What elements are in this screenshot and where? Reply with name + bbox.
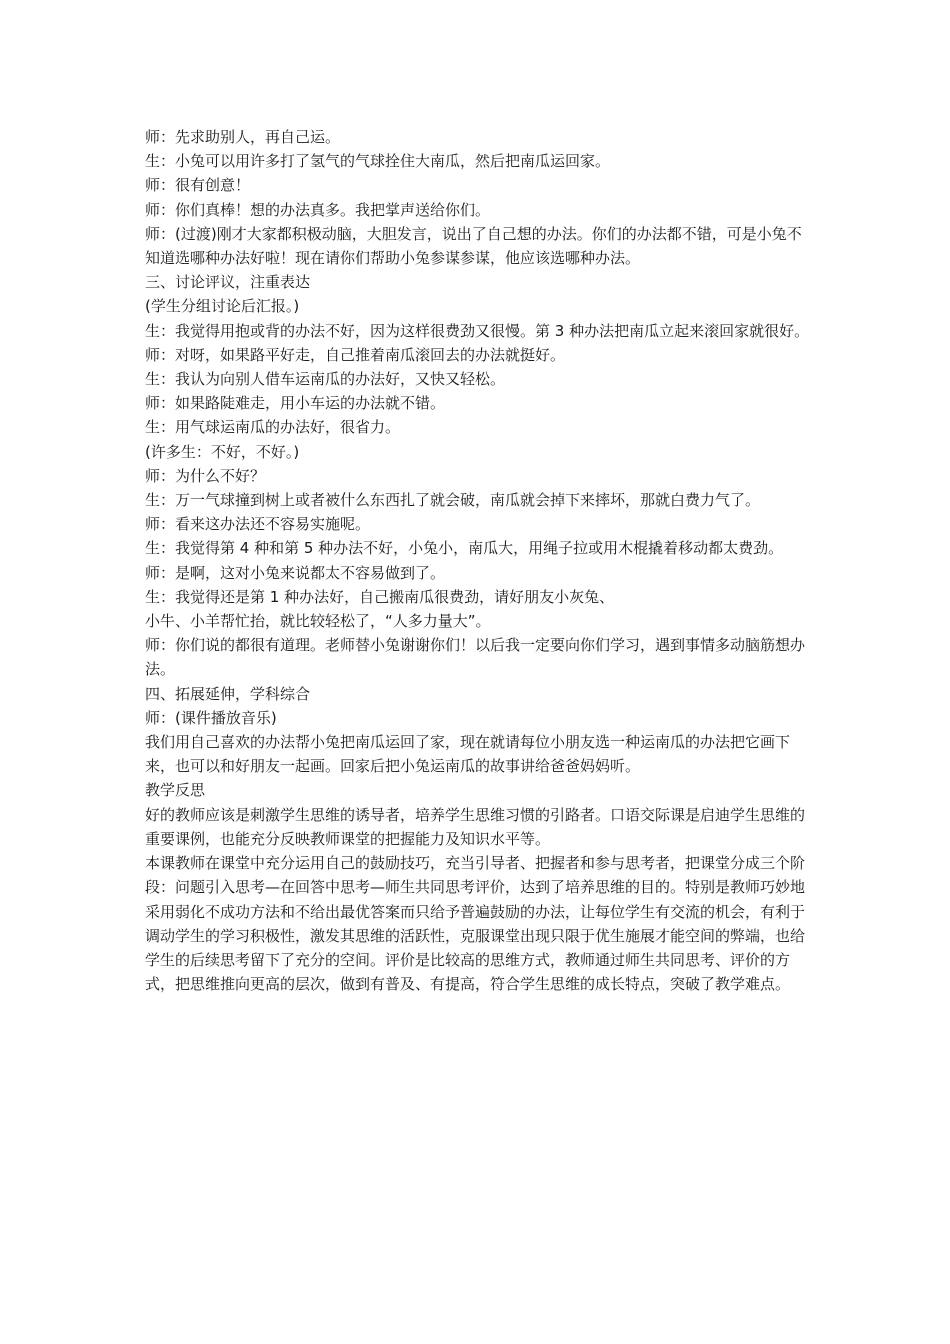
paragraph: 师：先求助别人，再自己运。	[145, 128, 341, 146]
paragraph: 生：我觉得第 4 种和第 5 种办法不好，小兔小，南瓜大，用绳子拉或用木棍撬着移动都太费劲。	[145, 539, 784, 558]
paragraph: 师：(过渡)刚才大家都积极动脑，大胆发言，说出了自己想的办法。你们的办法都不错，可是小兔不知道选哪种办法好啦！现在请你们帮助小兔参谋参谋，他应该选哪种办法。	[145, 224, 802, 268]
paragraph: 师：你们说的都很有道理。老师替小兔谢谢你们！以后我一定要向你们学习，遇到事情多动脑筋想办法。	[145, 636, 806, 679]
section-heading: 教学反思	[145, 781, 206, 800]
paragraph: 师：如果路陡难走，用小车运的办法就不错。	[145, 394, 446, 413]
paragraph: 生：我觉得还是第 1 种办法好，自己搬南瓜很费劲，请好朋友小灰兔、	[145, 587, 615, 606]
paragraph: 师：对呀，如果路平好走，自己推着南瓜滚回去的办法就挺好。	[145, 345, 566, 364]
paragraph: 生：小兔可以用许多打了氢气的气球拴住大南瓜，然后把南瓜运回家。	[145, 152, 611, 171]
paragraph: 师：很有创意！	[145, 176, 251, 195]
paragraph: 本课教师在课堂中充分运用自己的鼓励技巧，充当引导者、把握者和参与思考者，把课堂分成三个阶段：问题引入思考—在回答中思考—师生共同思考评价，达到了培养思维的目的。特别是教师巧妙地采用弱化不成功方法和不给出最优答案而只给予普遍鼓励的办法，让每位学生有交流的机会，有利于调动学生的学习积极性，激发其思维的活跃性，克服课堂出现只限于优生施展才能空间的弊端，也给学生的后续思考留下了充分的空间。评价是比较高的思维方式，教师通过师生共同思考、评价的方式，把思维推向更高的层次，做到有普及、有提高，符合学生思维的成长特点，突破了教学难点。	[145, 854, 806, 994]
paragraph: 生：我觉得用抱或背的办法不好，因为这样很费劲又很慢。第 3 种办法把南瓜立起来滚回家就很好。	[145, 321, 810, 340]
paragraph: 师：为什么不好？	[145, 466, 266, 485]
paragraph: 师：你们真棒！想的办法真多。我把掌声送给你们。	[145, 200, 491, 219]
paragraph: 生：用气球运南瓜的办法好，很省力。	[145, 418, 401, 437]
paragraph: 生：我认为向别人借车运南瓜的办法好，又快又轻松。	[145, 370, 506, 389]
paragraph: 生：万一气球撞到树上或者被什么东西扎了就会破，南瓜就会掉下来摔坏，那就白费力气了。	[145, 491, 761, 510]
paragraph: 师：看来这办法还不容易实施呢。	[145, 515, 371, 534]
paragraph: 小牛、小羊帮忙抬，就比较轻松了，“人多力量大”。	[145, 612, 491, 631]
paragraph: 师：(课件播放音乐)	[145, 708, 277, 727]
document-body	[145, 125, 811, 996]
paragraph: (学生分组讨论后汇报。)	[145, 297, 300, 316]
paragraph: 好的教师应该是刺激学生思维的诱导者，培养学生思维习惯的引路者。口语交际课是启迪学生思维的重要课例，也能充分反映教师课堂的把握能力及知识水平等。	[145, 805, 806, 848]
section-heading: 三、讨论评议，注重表达	[145, 273, 311, 292]
paragraph: 师：是啊，这对小兔来说都太不容易做到了。	[145, 563, 446, 582]
paragraph: 我们用自己喜欢的办法帮小兔把南瓜运回了家，现在就请每位小朋友选一种运南瓜的办法把它画下来，也可以和好朋友一起画。回家后把小兔运南瓜的故事讲给爸爸妈妈听。	[145, 733, 791, 776]
section-heading: 四、拓展延伸，学科综合	[145, 684, 311, 703]
paragraph: (许多生：不好，不好。)	[145, 442, 300, 461]
